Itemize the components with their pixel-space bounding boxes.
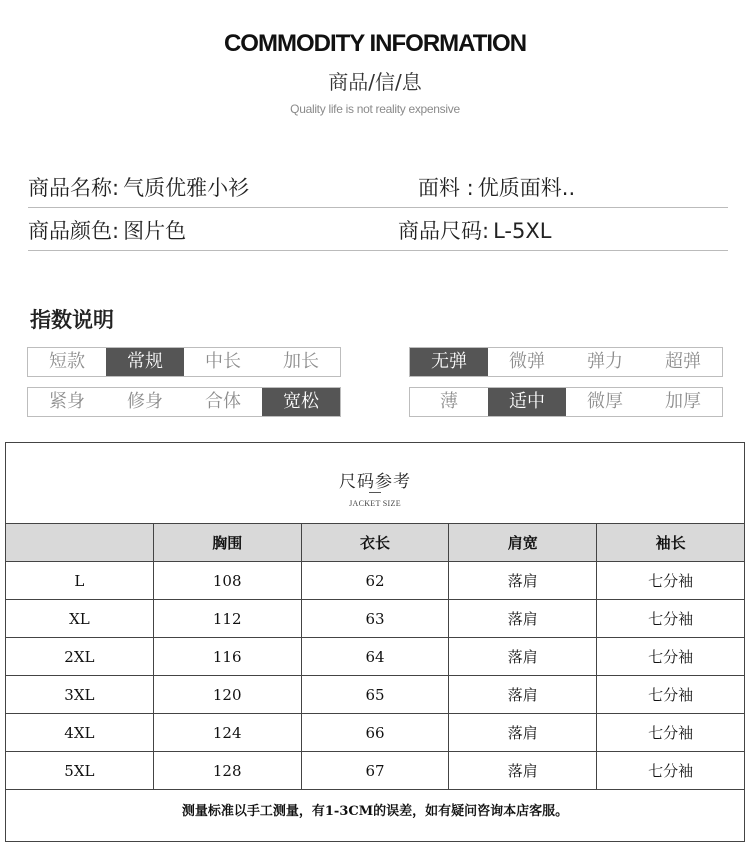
table-cell: 2XL: [6, 638, 154, 676]
column-header: 胸围: [153, 524, 301, 562]
product-size-value: L-5XL: [493, 219, 552, 243]
table-cell: 七分袖: [597, 676, 745, 714]
table-cell: 落肩: [449, 562, 597, 600]
table-cell: 3XL: [6, 676, 154, 714]
fit-option: 紧身: [49, 391, 85, 412]
table-cell: 七分袖: [597, 562, 745, 600]
fabric-value: 优质面料..: [477, 176, 576, 200]
info-row-color-size: [28, 215, 728, 245]
divider: [28, 207, 728, 208]
length-option: 常规: [106, 348, 184, 376]
divider: [28, 250, 728, 251]
elasticity-option: 超弹: [665, 351, 701, 372]
table-row: [6, 600, 745, 638]
product-name-label: 商品名称:: [28, 176, 120, 200]
title-divider: [369, 492, 381, 493]
thickness-option: 薄: [440, 391, 458, 412]
fit-option: 宽松: [262, 388, 340, 416]
table-cell: 七分袖: [597, 600, 745, 638]
table-cell: 落肩: [449, 676, 597, 714]
table-cell: 65: [301, 676, 449, 714]
table-cell: 七分袖: [597, 638, 745, 676]
fit-index: [27, 387, 341, 417]
table-cell: L: [6, 562, 154, 600]
table-cell: 5XL: [6, 752, 154, 790]
column-header: 袖长: [597, 524, 745, 562]
table-cell: 128: [153, 752, 301, 790]
elasticity-option: 微弹: [509, 351, 545, 372]
table-cell: 120: [153, 676, 301, 714]
length-option: 加长: [283, 351, 319, 372]
fabric-field: [418, 172, 575, 202]
table-cell: 108: [153, 562, 301, 600]
length-option: 中长: [205, 351, 241, 372]
table-header-row: [6, 524, 745, 562]
table-cell: 落肩: [449, 638, 597, 676]
table-cell: 落肩: [449, 600, 597, 638]
length-option: 短款: [49, 351, 85, 372]
page-title: COMMODITY INFORMATION: [223, 30, 527, 57]
page-title-cn: 商品/信/息: [328, 70, 422, 94]
table-cell: 落肩: [449, 752, 597, 790]
table-row: [6, 638, 745, 676]
table-cell: 112: [153, 600, 301, 638]
table-cell: 64: [301, 638, 449, 676]
table-row: [6, 562, 745, 600]
size-table: [5, 523, 745, 790]
column-header: 肩宽: [449, 524, 597, 562]
elasticity-index: [409, 347, 723, 377]
size-chart-header: [6, 443, 744, 523]
table-cell: 七分袖: [597, 752, 745, 790]
table-cell: 七分袖: [597, 714, 745, 752]
table-cell: 66: [301, 714, 449, 752]
fit-option: 合体: [205, 391, 241, 412]
product-name-value: 气质优雅小衫: [123, 176, 250, 200]
table-row: [6, 752, 745, 790]
elasticity-option: 无弹: [410, 348, 488, 376]
table-cell: 116: [153, 638, 301, 676]
product-color-label: 商品颜色:: [28, 219, 120, 243]
table-cell: 67: [301, 752, 449, 790]
fit-option: 修身: [127, 391, 163, 412]
column-header: [6, 524, 154, 562]
thickness-option: 适中: [488, 388, 566, 416]
product-color-value: 图片色: [123, 219, 187, 243]
thickness-option: 加厚: [665, 391, 701, 412]
index-section-title: 指数说明: [30, 308, 114, 332]
product-size-label: 商品尺码:: [398, 219, 490, 243]
table-cell: 4XL: [6, 714, 154, 752]
table-cell: 落肩: [449, 714, 597, 752]
thickness-index: [409, 387, 723, 417]
table-cell: 124: [153, 714, 301, 752]
fabric-label: 面料 :: [418, 176, 474, 200]
thickness-option: 微厚: [587, 391, 623, 412]
column-header: 衣长: [301, 524, 449, 562]
table-row: [6, 676, 745, 714]
measurement-note: 测量标准以手工测量，有1-3CM的误差，如有疑问咨询本店客服。: [181, 804, 569, 819]
length-index: [27, 347, 341, 377]
info-row-name-fabric: [28, 172, 728, 202]
size-chart-title: 尺码参考: [339, 472, 411, 492]
table-row: [6, 714, 745, 752]
product-name-field: [28, 172, 249, 202]
table-cell: 62: [301, 562, 449, 600]
table-cell: XL: [6, 600, 154, 638]
table-cell: 63: [301, 600, 449, 638]
product-color-field: [28, 215, 186, 245]
elasticity-option: 弹力: [587, 351, 623, 372]
size-chart: [5, 442, 745, 842]
page-subtitle: Quality life is not reality expensive: [290, 102, 460, 116]
size-chart-subtitle: JACKET SIZE: [349, 499, 401, 508]
product-size-field: [398, 215, 551, 245]
